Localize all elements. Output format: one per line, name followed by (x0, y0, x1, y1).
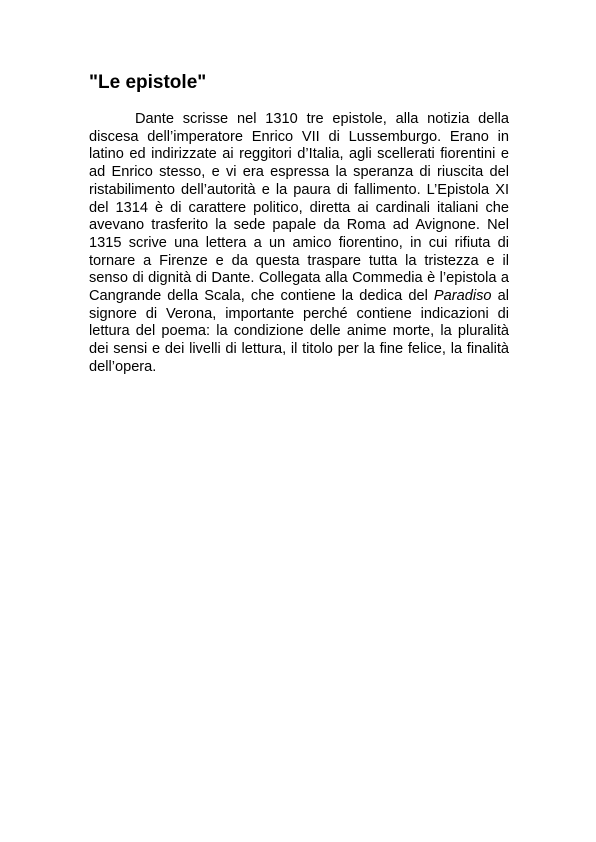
paragraph-text-start: Dante scrisse nel 1310 tre epistole, alla notizia della discesa dell’imperatore Enrico VII di Lussemburgo. Erano in latino ed indirizzate ai reggitori d’Italia, agli scellerati fiorentini e ad Enrico stesso, e vi era espressa la speranza di riuscita del ristabilimento dell’autorità e la paura di fallimento. L’Epistola XI del 1314 è di carattere politico, diretta ai cardinali italiani che avevano trasferito la sede papale da Roma ad Avignone. Nel 1315 scrive una lettera a un amico fiorentino, in cui rifiuta di tornare a Firenze e da questa traspare tutta la tristezza e il senso di dignità di Dante. Collegata alla Commedia è l’epistola a Cangrande della Scala, che contiene la dedica del (89, 111, 509, 305)
body-paragraph (89, 111, 509, 377)
paragraph-text-end: al signore di Verona, importante perché contiene indicazioni di lettura del poema: la condizione delle anime morte, la pluralità dei sensi e dei livelli di lettura, il titolo per la fine felice, la finalità dell’opera. (89, 288, 509, 375)
paradiso-italic-title: Paradiso (433, 288, 492, 305)
section-title: "Le epistole" (89, 72, 207, 93)
